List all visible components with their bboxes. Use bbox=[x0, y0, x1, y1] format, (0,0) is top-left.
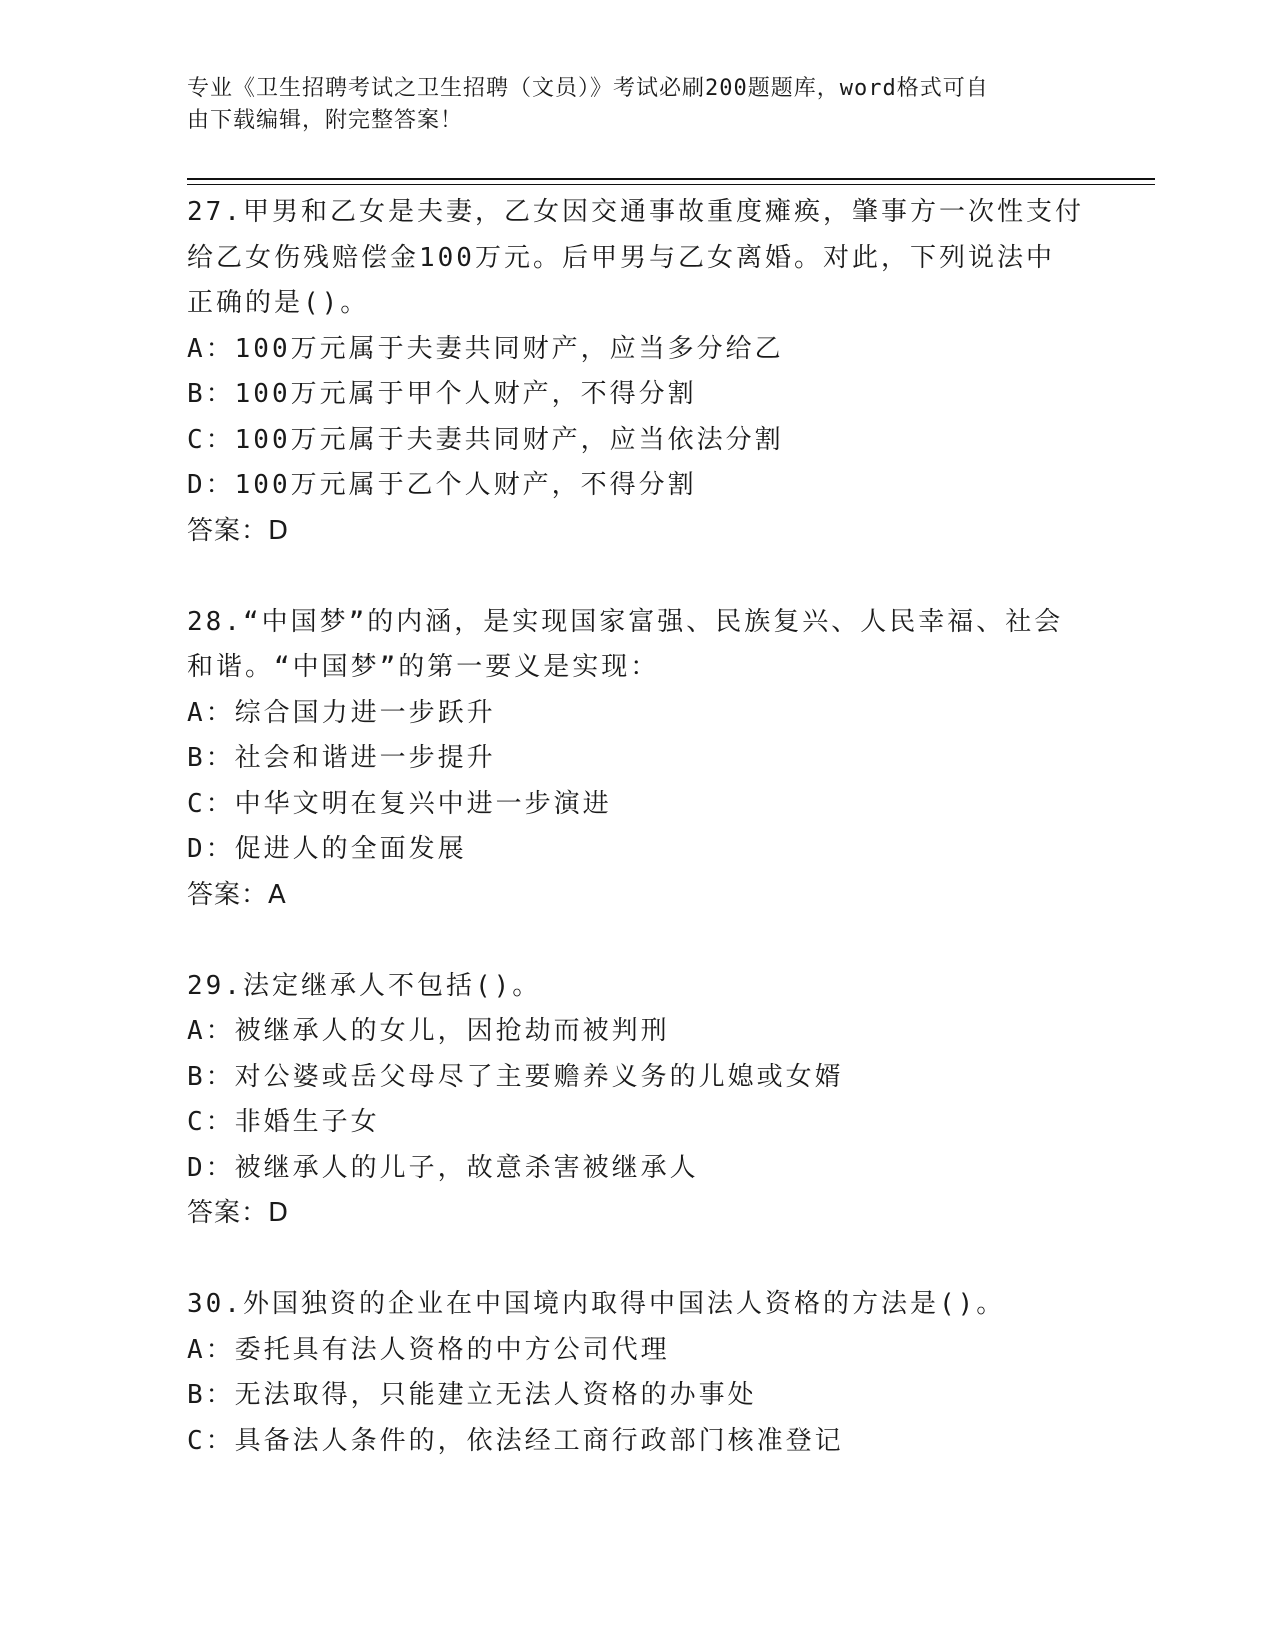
option-b: B：社会和谐进一步提升 bbox=[187, 743, 496, 773]
document-header bbox=[187, 73, 1087, 137]
header-line-1: 专业《卫生招聘考试之卫生招聘（文员）》考试必刷200题题库，word格式可自 bbox=[187, 76, 989, 101]
question-27 bbox=[187, 190, 1147, 554]
option-a: A：委托具有法人资格的中方公司代理 bbox=[187, 1334, 670, 1365]
option-c: C：具备法人条件的，依法经工商行政部门核准登记 bbox=[187, 1425, 844, 1456]
option-d: D：促进人的全面发展 bbox=[187, 834, 467, 864]
question-stem-line: 给乙女伤残赔偿金100万元。后甲男与乙女离婚。对此，下列说法中 bbox=[187, 242, 1055, 273]
option-c: C：中华文明在复兴中进一步演进 bbox=[187, 788, 612, 819]
question-30 bbox=[187, 1282, 1147, 1464]
question-stem-line: 27.甲男和乙女是夫妻，乙女因交通事故重度瘫痪，肇事方一次性支付 bbox=[187, 197, 1084, 227]
question-stem-line: 29.法定继承人不包括()。 bbox=[187, 970, 542, 1001]
question-stem-line: 28.“中国梦”的内涵，是实现国家富强、民族复兴、人民幸福、社会 bbox=[187, 606, 1064, 637]
question-stem-line: 30.外国独资的企业在中国境内取得中国法人资格的方法是()。 bbox=[187, 1289, 1006, 1319]
question-stem-line: 和谐。“中国梦”的第一要义是实现： bbox=[187, 652, 660, 682]
header-divider-thin bbox=[187, 184, 1155, 185]
option-b: B：100万元属于甲个人财产，不得分割 bbox=[187, 379, 697, 409]
option-c: C：100万元属于夫妻共同财产，应当依法分割 bbox=[187, 424, 784, 455]
option-b: B：对公婆或岳父母尽了主要赡养义务的儿媳或女婿 bbox=[187, 1061, 844, 1092]
question-28 bbox=[187, 600, 1147, 919]
question-list bbox=[187, 190, 1147, 1464]
option-a: A：综合国力进一步跃升 bbox=[187, 697, 496, 728]
question-29 bbox=[187, 964, 1147, 1237]
question-spacer bbox=[187, 554, 1147, 600]
header-line-2: 由下载编辑，附完整答案！ bbox=[187, 108, 464, 133]
answer-line: 答案：D bbox=[187, 515, 290, 546]
question-stem-line: 正确的是()。 bbox=[187, 288, 370, 318]
header-divider-thick bbox=[187, 178, 1155, 180]
question-spacer bbox=[187, 918, 1147, 964]
option-a: A：被继承人的女儿，因抢劫而被判刑 bbox=[187, 1016, 670, 1046]
answer-line: 答案：D bbox=[187, 1198, 290, 1228]
option-b: B：无法取得，只能建立无法人资格的办事处 bbox=[187, 1380, 757, 1410]
question-spacer bbox=[187, 1237, 1147, 1283]
option-c: C：非婚生子女 bbox=[187, 1107, 380, 1137]
option-d: D：被继承人的儿子，故意杀害被继承人 bbox=[187, 1152, 699, 1183]
option-d: D：100万元属于乙个人财产，不得分割 bbox=[187, 470, 697, 500]
answer-line: 答案：A bbox=[187, 879, 287, 910]
option-a: A：100万元属于夫妻共同财产，应当多分给乙 bbox=[187, 333, 784, 364]
